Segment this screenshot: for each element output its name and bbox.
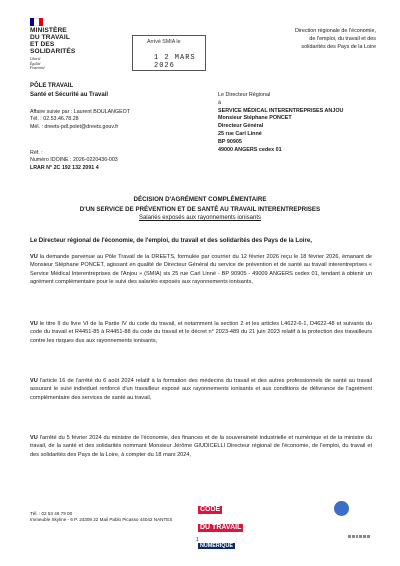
ministry-logo — [30, 18, 100, 70]
recipient-line: Le Directeur Régional — [218, 92, 271, 98]
vu-paragraph: VU l'arrêté du 5 février 2024 du ministre de l'économie, des finances et de la souveraineté industrielle et numérique et de la ministre du travail, de la santé et des solidarités nommant Monsieur Jérôme GIUDICELLI Directeur régional de l'économie, de l'emploi, du travail et des solidarités des Pays de la Loire, à compter du 18 mars 2024, — [30, 435, 372, 458]
decision-title: DÉCISION D'AGRÉMENT COMPLÉMENTAIRE D'UN SERVICE DE PRÉVENTION ET DE SANTÉ AU TRAVAIL INTERENTREPRISES — [79, 196, 321, 213]
recipient-line: 25 rue Carl Linné — [218, 131, 262, 138]
ref-number: Numéro IDOINE : 2026-0220436-003 — [30, 157, 118, 164]
recipient-block — [218, 92, 343, 155]
ministry-name: MINISTÈRE DU TRAVAIL ET DES SOLIDARITÉS — [30, 27, 76, 55]
footer-tel: Tél. : 02 53 46 79 00 — [30, 511, 73, 516]
contact-info — [30, 109, 130, 131]
stamp-date: 1 2 MARS 2026 — [154, 54, 196, 70]
code-du-travail-logo — [198, 498, 256, 552]
footer-street: Immeuble Skyline - 6 P. 24309 22 Mail Pablo Picasso 44042 NANTES — [30, 517, 173, 523]
accessibility-logo-icon — [318, 501, 364, 527]
direction-header: Direction régionale de l'économie, de l'emploi, du travail et des solidarités des Pays de la Loire — [294, 28, 376, 50]
vu-paragraph: VU le titre II du livre VI de la Partie IV du code du travail, et notamment la section 2 et les articles L4622-6-1, D4622-48 et suivants du code du travail et R4451-85 à R4451-88 du code du travail et le décret n° 2023-489 du 21 juin 2023 relatif à la protection des travailleurs contre les risques dus aux rayonnements ionisants, — [30, 321, 372, 344]
recipient-line: Directeur Général — [218, 123, 264, 130]
tel-line: Tél. : 02.53.46.78.28 — [30, 116, 79, 123]
page-number: 1 — [196, 537, 199, 543]
cdt-line: CODE — [200, 506, 221, 513]
arrival-stamp — [132, 35, 206, 71]
stamp-label: Arrivé SMIA le — [147, 39, 181, 45]
lrar-number: LRAR N° 2C 192 132 2091 4 — [30, 164, 99, 171]
footer-address — [30, 511, 172, 523]
sender-pole — [30, 82, 108, 100]
affaire-line: Affaire suivie par : Laurent BOULANGEOT — [30, 109, 130, 115]
decision-intro: Le Directeur régional de l'économie, de l'emploi, du travail et des solidarités des Pays de la Loire, — [30, 237, 312, 244]
vu-paragraph: VU l'article 16 de l'arrêté du 6 août 2024 relatif à la formation des médecins du travail et des autres professionnels de santé au travail assurant le suivi individuel renforcé d'un travailleur exposé aux rayonnements ionisants et aux conditions de délivrance de l'agrément complémentaire des services de santé au travail, — [30, 378, 372, 401]
recipient-line: 49000 ANGERS cedex 01 — [218, 146, 282, 153]
cdt-line: DU TRAVAIL — [200, 524, 242, 531]
reference-block — [30, 150, 118, 172]
recipient-line: SERVICE MÉDICAL INTERENTREPRISES ANJOU — [218, 107, 344, 114]
vu-paragraph: VU la demande parvenue au Pôle Travail de la DREETS, formulée par courrier du 12 février 2026 reçu le 18 février 2026, émanant de Monsieur Stéphane PONCET, agissant en qualité de Directeur Général du service de prévention et de santé au travail interentreprises « Service Médical Interentreprises de l'Anjou » (SMIA) sis 25 rue Carl Linné - BP 90905 - 49009 ANGERS cedex 01, tendant à obtenir un agrément complémentaire pour le suivi des salariés exposés aux rayonnements ionisants, — [30, 254, 372, 286]
pole-name: PÔLE TRAVAIL — [30, 83, 74, 89]
service-name: Santé et Sécurité au Travail — [30, 92, 109, 98]
republic-motto: Liberté Égalité Fraternité — [30, 57, 45, 70]
cdt-line: NUMÉRIQUE — [200, 543, 233, 549]
recipient-line: à — [218, 99, 221, 106]
mel-line: Mél. : dreets-pdl.polet@dreets.gouv.fr — [30, 123, 119, 130]
barcode-icon — [348, 535, 370, 538]
decision-subtitle: Salariés exposés aux rayonnements ionisants — [138, 215, 262, 221]
recipient-line: Monsieur Stéphane PONCET — [218, 115, 292, 122]
recipient-line: BP 90905 — [218, 138, 242, 145]
ref-label: Réf. : — [30, 150, 43, 156]
marianne-flag-icon — [30, 18, 43, 26]
